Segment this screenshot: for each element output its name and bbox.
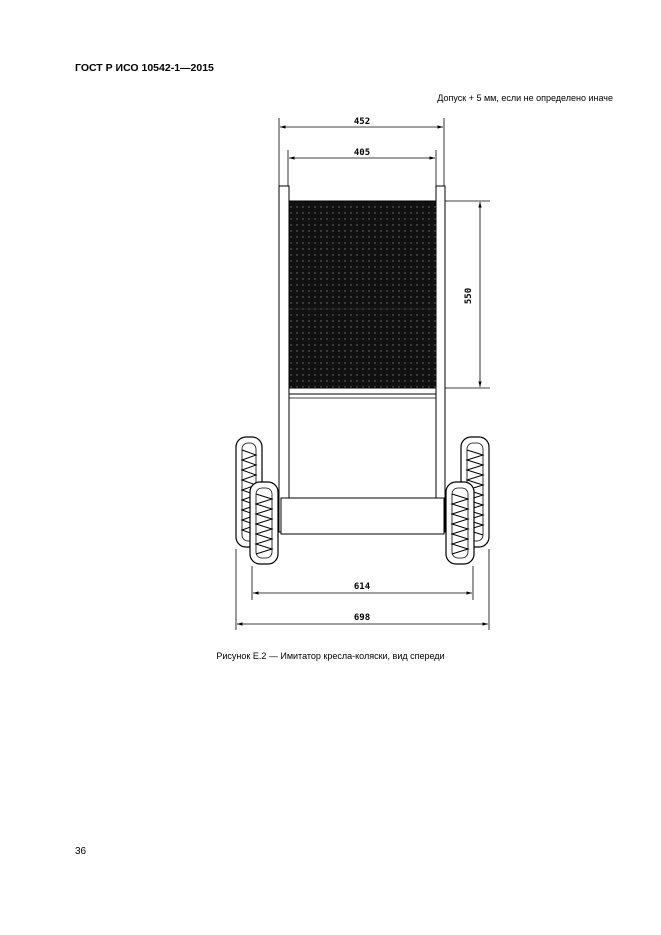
dimension-label-698: 698 — [353, 613, 371, 623]
dimension-label-452: 452 — [353, 117, 371, 127]
tolerance-note: Допуск + 5 мм, если не определено иначе — [437, 93, 613, 103]
right-wheel-front — [446, 482, 474, 564]
left-wheel-front — [250, 482, 278, 564]
dimension-405 — [288, 148, 436, 200]
dimension-550 — [438, 201, 490, 388]
dimension-label-405: 405 — [353, 148, 371, 158]
backrest-panel — [289, 201, 436, 388]
document-header: ГОСТ Р ИСО 10542-1—2015 — [75, 62, 214, 74]
dimension-label-550: 550 — [464, 287, 474, 305]
figure-caption: Рисунок Е.2 — Имитатор кресла-коляски, вид спереди — [216, 651, 445, 661]
dimension-label-614: 614 — [353, 582, 371, 592]
page-number: 36 — [75, 846, 87, 857]
dimension-614 — [252, 566, 473, 600]
